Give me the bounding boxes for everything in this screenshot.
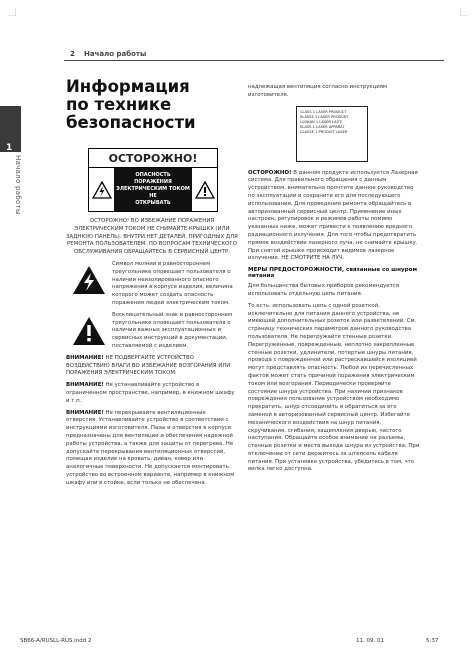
laser-label-line: CLASS 1 LASER PRODUCT — [300, 109, 347, 114]
power-cord-heading: МЕРЫ ПРЕДОСТОРОЖНОСТИ, связанные со шнуром питания — [248, 267, 418, 280]
caution-box — [88, 148, 218, 212]
warning-text: Не устанавливайте устройство в ограниченном пространстве, например, в книжном шкафу и т.п. — [66, 382, 235, 404]
crop-mark-icon — [460, 8, 468, 16]
laser-label-line: CLASSE 1 PRODUIT LASER — [300, 129, 348, 134]
page-number: 2 — [70, 50, 75, 58]
title-line: Информация — [66, 77, 190, 96]
exclamation-text: Восклицательный знак в равностороннем треугольнике оповещает пользователя о наличии важных эксплуатационных и сервисных инструкций в документации, поставляемой с изделием. — [112, 311, 233, 349]
warning-text: НЕ ПОДВЕРГАЙТЕ УСТРОЙСТВО ВОЗДЕЙСТВИЮ ВЛАГИ ВО ИЗБЕЖАНИЕ ВОЗГОРАНИЯ ИЛИ ПОРАЖЕНИЯ ЭЛЕКТРИЧЕСКИМ ТОКОМ. — [66, 354, 231, 377]
laser-label-line: KLASS 1 LASER APPARAT — [300, 124, 345, 129]
caution-label: ОСТОРОЖНО! — [248, 169, 292, 176]
warning-moisture — [66, 355, 238, 378]
left-column — [66, 78, 238, 492]
warning-label: ВНИМАНИЕ! — [66, 409, 104, 416]
footer-time: 5:37 — [426, 638, 439, 644]
warning-text: Не перекрывайте вентиляционные отверстия. Устанавливайте устройство в соответствии с инструкциями изготовителя. Пазы и отверстия в корпусе предназначены для вентиляции и обеспечения надежной работы устройства, а также для защиты от перегрева. Не допускайте перекрывания вентиляционных отверстий, помещая изделие на кровать, диван, ковер или аналогичные поверхности. Не допускается монтировать устройство во встроенном варианте, например в книжном шкафу или в стойке, если только не обеспечена — [66, 409, 235, 486]
caution-box-message — [114, 168, 192, 211]
caution-note: ОСТОРОЖНО! ВО ИЗБЕЖАНИЕ ПОРАЖЕНИЯ ЭЛЕКТРИЧЕСКИМ ТОКОМ НЕ СНИМАЙТЕ КРЫШКУ (ИЛИ ЗАДНЮЮ ПАНЕЛЬ). ВНУТРИ НЕТ ДЕТАЛЕЙ, ПРИГОДНЫХ ДЛЯ РЕМОНТА ПОЛЬЗОВАТЕЛЕМ. ПО ВОПРОСАМ ТЕХНИЧЕСКОГО ОБСЛУЖИВАНИЯ ОБРАЩАЙТЕСЬ В СЕРВИСНЫЙ ЦЕНТР. — [66, 218, 238, 256]
warning-ventilation — [66, 410, 238, 488]
laser-caution — [248, 170, 420, 264]
exclamation-triangle-icon — [192, 168, 217, 211]
header-divider — [64, 60, 444, 61]
crop-mark-icon — [8, 8, 16, 16]
title-line: безопасности — [66, 113, 196, 132]
lightning-triangle-icon — [66, 261, 112, 308]
caution-text: В данном продукте используется Лазерная система. Для правильного обращения с данным устройством, внимательно прочтите данное руководство по эксплуатации и сохраните его для последующего использования. Для проведения ремонта обращайтесь в авторизованный сервисный центр. Применение иных настроек, регулировок и режимов работы помимо указанных ниже, может привести к появлению вредного радиационного излучения. Для того чтобы предотвратить прямое воздействие лазерного луча, не снимайте крышку. При снятой крышке происходит видимое лазерное излучение. НЕ СМОТРИТЕ НА ЛУЧ. — [248, 169, 418, 262]
warning-label: ВНИМАНИЕ! — [66, 354, 104, 361]
right-column — [248, 84, 420, 478]
lightning-text: Символ молнии в равностороннем треугольнике оповещает пользователя о наличии неизолированного опасного напряжения в корпусе изделия, величина которого может создать опасность поражения людей электрическим током. — [112, 260, 233, 306]
laser-label-line: LUOKAN 1 LASER LAITE — [300, 119, 343, 124]
lightning-triangle-icon — [89, 168, 114, 211]
page-title — [66, 78, 238, 132]
title-line: по технике — [66, 95, 172, 114]
caution-line: ЭЛЕКТРИЧЕСКИМ ТОКОМ НЕ — [116, 186, 190, 199]
footer-date: 11. 09. 01 — [356, 638, 384, 644]
chapter-number: 1 — [6, 143, 13, 153]
header-title: Начало работы — [84, 50, 147, 58]
caution-line: ОПАСНОСТЬ ПОРАЖЕНИЯ — [134, 172, 172, 185]
warning-enclosed-space — [66, 382, 238, 405]
caution-box-title: ОСТОРОЖНО! — [89, 149, 217, 168]
exclamation-explanation — [66, 312, 238, 351]
laser-label-line: KLASSE 1 LASER PRODUKT — [300, 114, 349, 119]
chapter-label: Начало работы — [14, 155, 22, 215]
laser-class-label — [296, 106, 368, 162]
exclamation-triangle-icon — [66, 312, 112, 351]
power-cord-paragraph: То есть, использовать цепь с одной розеткой, исключительно для питания данного устройства, не имеющей дополнительных розеток или разветвлений. См. страницу технических параметров данного руководства пользователя. Не перегружайте стенные розетки. Перегруженные, поврежденные, неплотно закрепленные стенные розетки, удлинители, потертые шнуры питания, провода с поврежденной или растрескавшейся изоляцией могут представлять опасность. Любой из перечисленных фактов может стать причиной поражения электрическим током или возгорания. Периодически проверяйте состояние шнура устройства. При наличии признаков повреждения пользование устройством необходимо прекратить, шнур отсоединить и обратиться за его заменой в авторизованный сервисный центр. Избегайте механического воздействия на шнур питания, скручивания, сгибания, защемления дверью, частого наступания. Обращайте особое внимание на разъемы, стенные розетки и места выхода шнура из устройства. При отключении от сети держитесь за штепсель кабеля питания. При установке устройства, убедитесь в том, что вилка легко доступна. — [248, 302, 420, 473]
caution-line: ОТКРЫВАТЬ — [135, 200, 171, 206]
power-cord-paragraph: Для большинства бытовых приборов рекомендуется использовать отдельную цепь питания. — [248, 283, 399, 297]
footer-filename: SB66-A/RUSLL-RUS.indd 2 — [20, 638, 92, 644]
warning-label: ВНИМАНИЕ! — [66, 382, 104, 389]
ventilation-continued: надлежащая вентиляция согласно инструкциям изготовителя. — [248, 84, 388, 98]
lightning-explanation — [66, 261, 238, 308]
